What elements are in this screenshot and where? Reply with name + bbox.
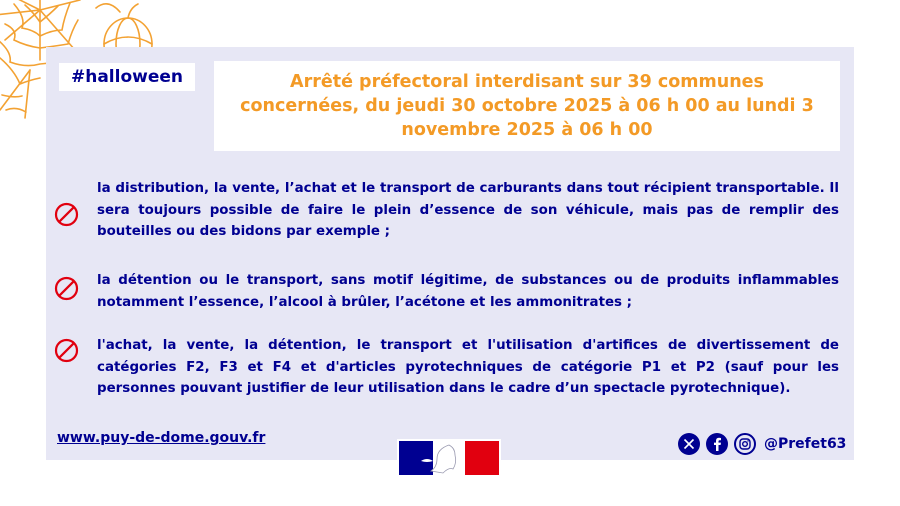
prohibited-icon xyxy=(54,338,79,363)
list-item-text: la détention ou le transport, sans motif légitime, de substances ou de produits inflammables notamment l’essence, l’alcool à brûler, l’acétone et les ammonitrates ; xyxy=(97,273,839,310)
social-links xyxy=(678,431,846,457)
instagram-icon[interactable] xyxy=(734,433,756,455)
hashtag-label: #halloween xyxy=(59,63,195,91)
list-item-text: l'achat, la vente, la détention, le transport et l'utilisation d'artifices de divertissement de catégories F2, F3 et F4 et d'articles pyrotechniques de catégorie P1 et P2 (sauf pour les personnes pouvant justifier de leur utilisation dans le cadre d’un spectacle pyrotechnique). xyxy=(97,338,839,396)
page-title: Arrêté préfectoral interdisant sur 39 communes concernées, du jeudi 30 octobre 2025 à 06 h 00 au lundi 3 novembre 2025 à 06 h 00 xyxy=(240,72,814,140)
page-title-box xyxy=(214,61,840,151)
marianne-logo xyxy=(397,439,501,477)
x-icon[interactable] xyxy=(678,433,700,455)
facebook-icon[interactable] xyxy=(706,433,728,455)
website-link[interactable]: www.puy-de-dome.gouv.fr xyxy=(57,430,266,446)
prohibited-icon xyxy=(54,202,79,227)
prohibited-icon xyxy=(54,276,79,301)
list-item-text: la distribution, la vente, l’achat et le transport de carburants dans tout récipient transportable. Il sera toujours possible de faire le plein d’essence de son véhicule, mais pas de remplir des bouteilles ou des bidons par exemple ; xyxy=(97,181,839,239)
social-handle: @Prefet63 xyxy=(764,436,847,452)
